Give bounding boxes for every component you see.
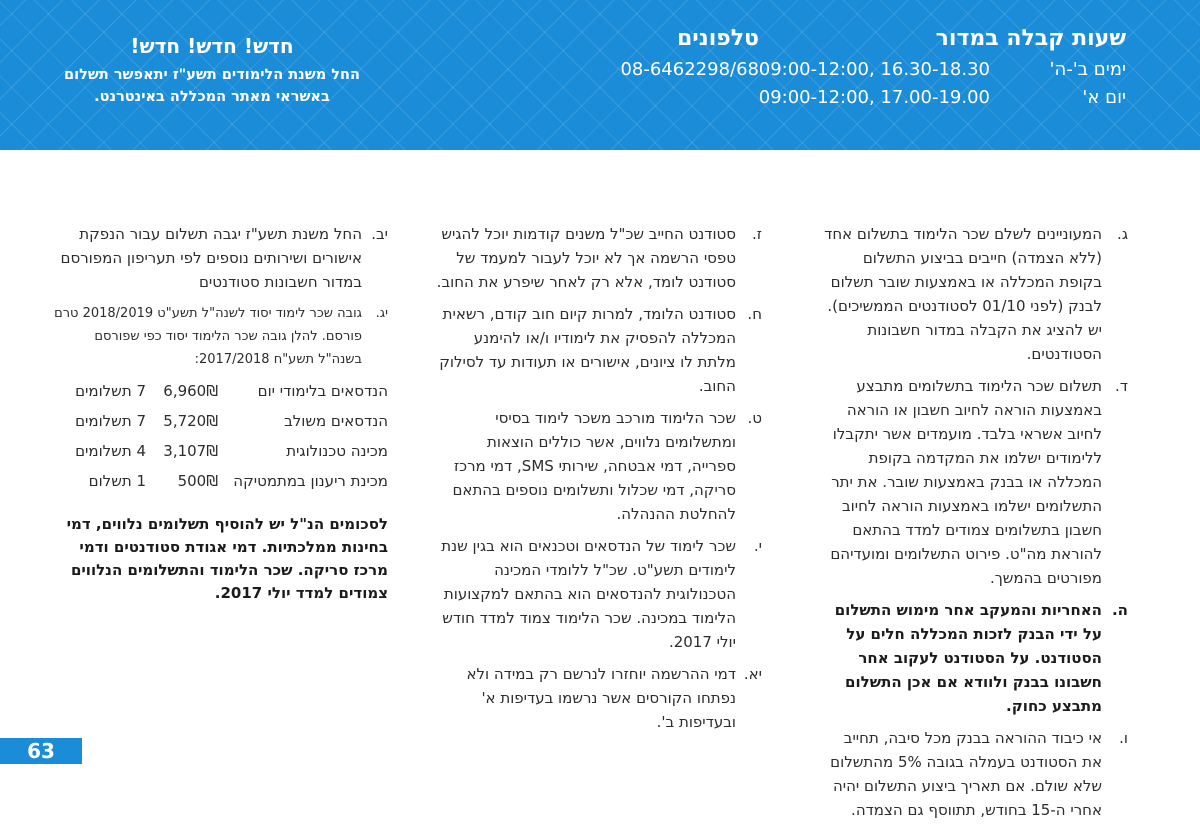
news-block — [42, 34, 382, 108]
clause-text: סטודנט הלומד, למרות קיום חוב קודם, רשאית המכללה להפסיק את לימודיו ו/או להימנע מלתת לו ציונים, אישורים או תעודות עד לסילוק החוב. — [439, 305, 736, 395]
clause-label: ח. — [747, 305, 762, 323]
clause-label: ד. — [1115, 377, 1128, 395]
fee-installments: 4 תשלומים — [75, 442, 146, 460]
fee-installments: 7 תשלומים — [75, 382, 146, 400]
phones-block — [609, 26, 759, 80]
clause-item — [436, 406, 762, 526]
clause-text: תשלום שכר הלימוד בתשלומים מתבצע באמצעות הוראה לחיוב חשבון או הוראה לחיוב אשראי בלבד. מועמדים אשר יתקבלו ללימודים ישלמו את המקדמה בקופת המכללה או בבנק באמצעות שובר. את יתר התשלומים ישלמו באמצעות הוראה לחיוב חשבון בתשלומים צמודים למדד בהתאם להוראת מה"ט. פירוט התשלומים ומועדיהם מפורטים בהמשך. — [830, 377, 1102, 587]
fee-price: 6,960₪ — [163, 382, 218, 400]
clause-text: האחריות והמעקב אחר מימוש התשלום על ידי הבנק לזכות המכללה חלים על הסטודנט. על הסטודנט לעקוב אחר חשבונו בבנק ולוודא אם אכן התשלום מתבצע כחוק. — [834, 601, 1102, 715]
fee-row — [50, 379, 388, 409]
clause-label: יא. — [743, 665, 762, 683]
fee-table — [50, 379, 388, 499]
clause-item — [436, 302, 762, 398]
phone-number: 08-6462298/68 — [620, 59, 759, 80]
clause-label: ה. — [1111, 601, 1128, 619]
fee-program: הנדסאים בלימודי יום — [257, 382, 388, 400]
header-banner — [0, 0, 1200, 150]
fee-program: מכינה טכנולוגית — [286, 442, 388, 460]
office-hours-title: שעות קבלה במדור — [935, 26, 1126, 51]
fee-installments: 1 תשלום — [88, 472, 146, 490]
clause-text: שכר הלימוד מורכב משכר לימוד בסיסי ומתשלומים נלווים, אשר כוללים הוצאות ספרייה, דמי אבטחה, שירותי SMS, דמי מרכז סריקה, דמי שכלול ותשלומים נוספים בהתאם להחלטת ההנהלה. — [452, 409, 736, 523]
column-left — [50, 222, 388, 605]
office-hours-row — [758, 59, 1126, 87]
fee-price: 5,720₪ — [163, 412, 218, 430]
fee-row — [50, 439, 388, 469]
fee-installments: 7 תשלומים — [75, 412, 146, 430]
office-hours-row — [758, 87, 1126, 115]
clause-text: המעוניינים לשלם שכר הלימוד בתשלום אחד (ללא הצמדה) חייבים בביצוע התשלום בקופת המכללה או באמצעות שובר תשלום לבנק (לפני 01/10 לסטודנטים הממשיכים). יש להציג את הקבלה במדור חשבונות הסטודנטים. — [824, 225, 1102, 363]
clause-text: דמי ההרשמה יוחזרו לנרשם רק במידה ולא נפתחו הקורסים אשר נרשמו בעדיפות א' ובעדיפות ב'. — [466, 665, 736, 731]
office-hours-day: יום א' — [1082, 87, 1126, 108]
clause-item — [50, 302, 388, 371]
fee-price: 3,107₪ — [163, 442, 218, 460]
office-hours-time: 09:00-12:00, 17.00-19.00 — [758, 87, 990, 108]
fee-program: מכינת ריענון במתמטיקה — [233, 472, 388, 490]
clause-label: יג. — [375, 306, 388, 321]
clause-text: שכר לימוד של הנדסאים וטכנאים הוא בגין שנת לימודים תשע"ט. שכ"ל ללומדי המכינה הטכנולוגית להנדסאים הוא בהתאם למקצועות הלימוד במכינה. שכר הלימוד צמוד למדד חודש יולי 2017. — [441, 537, 736, 651]
column-middle — [436, 222, 762, 742]
fee-row — [50, 469, 388, 499]
clause-item — [820, 374, 1128, 590]
clause-item — [820, 222, 1128, 366]
news-text: החל משנת הלימודים תשע"ז יתאפשר תשלום באשראי מאתר המכללה באינטרנט. — [64, 67, 360, 105]
fee-row — [50, 409, 388, 439]
office-hours — [758, 26, 1126, 115]
page-number: 63 — [0, 738, 82, 764]
clause-label: ט. — [747, 409, 762, 427]
office-hours-time: 09:00-12:00, 16.30-18.30 — [758, 59, 990, 80]
clause-label: ז. — [752, 225, 762, 243]
clause-label: י. — [753, 537, 762, 555]
office-hours-day: ימים ב'-ה' — [1049, 59, 1126, 80]
fee-note: לסכומים הנ"ל יש להוסיף תשלומים נלווים, דמי בחינות ממלכתיות. דמי אגודת סטודנטים ודמי מרכז סריקה. שכר הלימוד והתשלומים הנלווים צמודים למדד יולי 2017. — [66, 515, 388, 602]
clause-item — [820, 726, 1128, 822]
clause-item — [436, 222, 762, 294]
clause-item — [436, 534, 762, 654]
phones-title: טלפונים — [676, 26, 759, 51]
news-title: חדש! חדש! חדש! — [130, 34, 294, 58]
clause-item — [820, 598, 1128, 718]
clause-text: אי כיבוד ההוראה בבנק מכל סיבה, תחייב את הסטודנט בעמלה בגובה 5% מהתשלום שלא שולם. אם תאריך ביצוע התשלום יהיה אחרי ה-15 בחודש, תתווסף גם הצמדה. — [830, 729, 1102, 819]
clause-text: החל משנת תשע"ז יגבה תשלום עבור הנפקת אישורים ושירותים נוספים לפי תעריפון המפורסם במדור חשבונות סטודנטים — [60, 225, 362, 291]
clause-label: יב. — [371, 225, 388, 243]
clause-label: ו. — [1119, 729, 1128, 747]
fee-program: הנדסאים משולב — [284, 412, 388, 430]
column-right — [820, 222, 1128, 830]
clause-label: ג. — [1117, 225, 1128, 243]
clause-text: סטודנט החייב שכ"ל משנים קודמות יוכל להגיש טפסי הרשמה אך לא יוכל לעבור למעמד של סטודנט לומד, אלא רק לאחר שיפרע את החוב. — [436, 225, 736, 291]
fee-price: 500₪ — [177, 472, 218, 490]
clause-item — [50, 222, 388, 294]
clause-item — [436, 662, 762, 734]
clause-text: גובה שכר לימוד יסוד לשנה"ל תשע"ט 2018/2019 טרם פורסם. להלן גובה שכר הלימוד יסוד כפי שפורסם בשנה"ל תשע"ח 2017/2018: — [54, 306, 362, 367]
